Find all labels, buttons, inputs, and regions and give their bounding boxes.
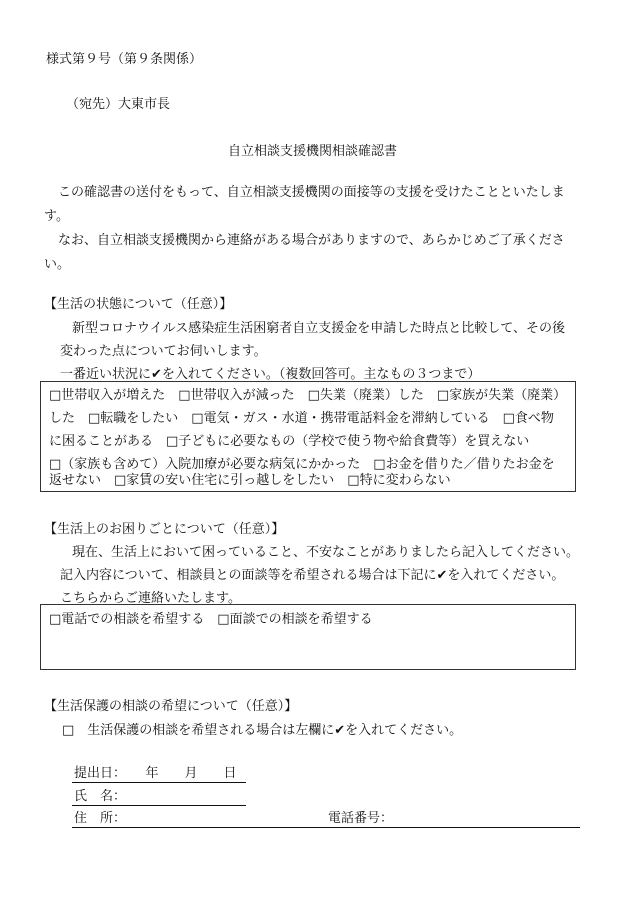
name-label: 氏 名： <box>74 789 127 804</box>
intro-line-1: この確認書の送付をもって、自立相談支援機関の面接等の支援を受けたことといたしま <box>58 185 565 200</box>
life-status-option-line-2[interactable]: した □転職をしたい □電気・ガス・水道・携帯電話料金を滞納している □食べ物 <box>49 411 554 426</box>
consultation-request-box[interactable] <box>40 604 576 670</box>
section3-heading: 【生活保護の相談の希望について（任意）】 <box>44 699 298 714</box>
intro-line-4: い。 <box>44 257 71 272</box>
date-underline <box>72 782 246 783</box>
life-status-options-box[interactable] <box>40 381 576 492</box>
section2-desc-1: 現在、生活上において困っていること、不安なことがありましたら記入してください。 <box>72 545 580 560</box>
section2-desc-2: 記入内容について、相談員との面談等を希望される場合は下記に✔を入れてください。 <box>60 568 565 583</box>
section1-heading: 【生活の状態について（任意）】 <box>44 297 233 312</box>
intro-line-2: す。 <box>44 209 69 224</box>
life-status-option-line-4[interactable]: □（家族も含めて）入院加療が必要な病気にかかった □お金を借りた／借りたお金を <box>49 457 555 472</box>
intro-line-3: なお、自立相談支援機関から連絡がある場合がありますので、あらかじめご了承くださ <box>58 233 565 248</box>
welfare-consultation-line[interactable]: □ 生活保護の相談を希望される場合は左欄に✔を入れてください。 <box>62 723 463 738</box>
consultation-options[interactable]: □電話での相談を希望する □面談での相談を希望する <box>49 612 373 627</box>
submission-date-label: 提出日： 年 月 日 <box>74 766 237 781</box>
section2-desc-3: こちらからご連絡いたします。 <box>60 591 241 606</box>
name-field[interactable] <box>72 805 246 806</box>
section1-desc-3: 一番近い状況に✔を入れてください。（複数回答可。主なもの３つまで） <box>60 367 481 382</box>
form-number: 様式第９号（第９条関係） <box>46 52 203 67</box>
address-phone-field[interactable] <box>72 827 580 828</box>
section1-desc-2: 変わった点についてお伺いします。 <box>60 344 267 359</box>
life-status-option-line-3[interactable]: に困ることがある □子どもに必要なもの（学校で使う物や給食費等）を買えない <box>49 434 530 449</box>
phone-label: 電話番号： <box>328 811 394 826</box>
addressee: （宛先）大東市長 <box>66 97 171 112</box>
life-status-option-line-5[interactable]: 返せない □家賃の安い住宅に引っ越しをしたい □特に変わらない <box>49 473 451 488</box>
address-label: 住 所： <box>74 811 127 826</box>
section1-desc-1: 新型コロナウイルス感染症生活困窮者自立支援金を申請した時点と比較して、その後 <box>72 321 565 336</box>
document-title: 自立相談支援機関相談確認書 <box>228 144 398 159</box>
section2-heading: 【生活上のお困りごとについて（任意）】 <box>44 522 285 537</box>
life-status-option-line-1[interactable]: □世帯収入が増えた □世帯収入が減った □失業（廃業）した □家族が失業（廃業） <box>49 388 567 403</box>
